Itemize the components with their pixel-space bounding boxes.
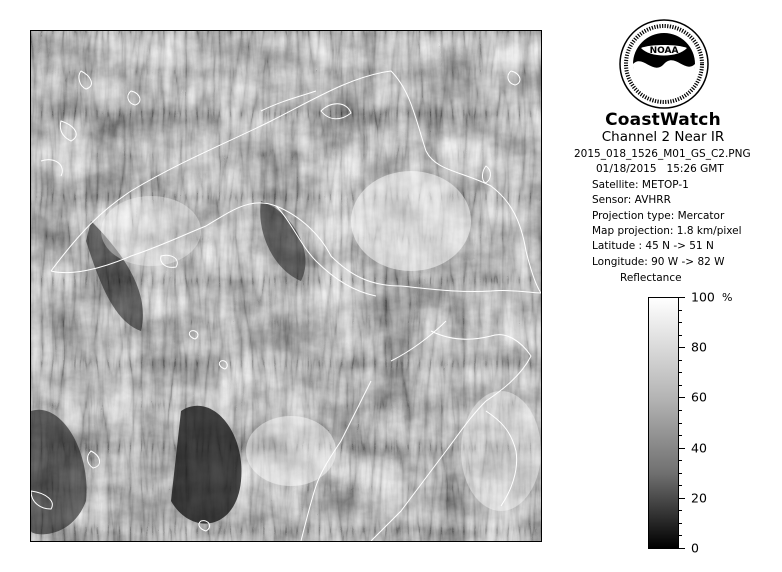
colorbar-minor-tick [679,360,682,361]
cloud-mass [461,391,541,511]
colorbar-minor-tick [679,460,682,461]
cloud-mass [351,171,471,271]
satellite-image [30,30,542,542]
longitude-label: Longitude: 90 W -> 82 W [592,255,725,268]
satellite-label: Satellite: METOP-1 [592,178,689,191]
colorbar-minor-tick [679,435,682,436]
colorbar-minor-tick [679,510,682,511]
channel-label: Channel 2 Near IR [601,129,725,145]
noaa-logo [618,18,710,110]
sensor-label: Sensor: AVHRR [592,194,671,207]
colorbar-tick-label: 100 [691,289,715,305]
time-label: 15:26 GMT [666,163,724,176]
colorbar-axis [679,289,739,556]
colorbar-minor-tick [679,485,682,486]
colorbar-major-tick [679,498,685,499]
colorbar-major-tick [679,347,685,348]
colorbar-major-tick [679,448,685,449]
latitude-label: Latitude : 45 N -> 51 N [592,240,714,253]
colorbar-minor-tick [679,322,682,323]
colorbar-major-tick [679,548,685,549]
colorbar-minor-tick [679,535,682,536]
colorbar-tick-label: 40 [691,440,707,456]
datetime-row [574,162,764,177]
cloud-mass [101,196,201,266]
image-metadata [574,147,764,270]
filename-label: 2015_018_1526_M01_GS_C2.PNG [574,148,751,160]
brand-title: CoastWatch [605,110,721,130]
colorbar-major-tick [679,397,685,398]
projection-label: Projection type: Mercator [592,209,725,222]
colorbar-title: Reflectance [620,272,682,284]
reflectance-colorbar [648,297,679,549]
colorbar-minor-tick [679,372,682,373]
colorbar-minor-tick [679,423,682,424]
colorbar-minor-tick [679,410,682,411]
colorbar-minor-tick [679,385,682,386]
colorbar-tick-label: 80 [691,339,707,355]
map-projection-label: Map projection: 1.8 km/pixel [592,225,742,238]
colorbar-unit: % [722,291,733,304]
colorbar-major-tick [679,297,685,298]
colorbar-tick-label: 60 [691,389,707,405]
colorbar-minor-tick [679,335,682,336]
colorbar-minor-tick [679,523,682,524]
colorbar-tick-label: 20 [691,490,707,506]
colorbar-minor-tick [679,310,682,311]
logo-agency-text: NOAA [649,46,679,56]
date-label: 01/18/2015 [596,163,657,176]
colorbar-minor-tick [679,473,682,474]
satellite-image-svg [31,31,541,541]
cloud-mass [246,416,336,486]
colorbar-tick-label: 0 [691,540,699,556]
